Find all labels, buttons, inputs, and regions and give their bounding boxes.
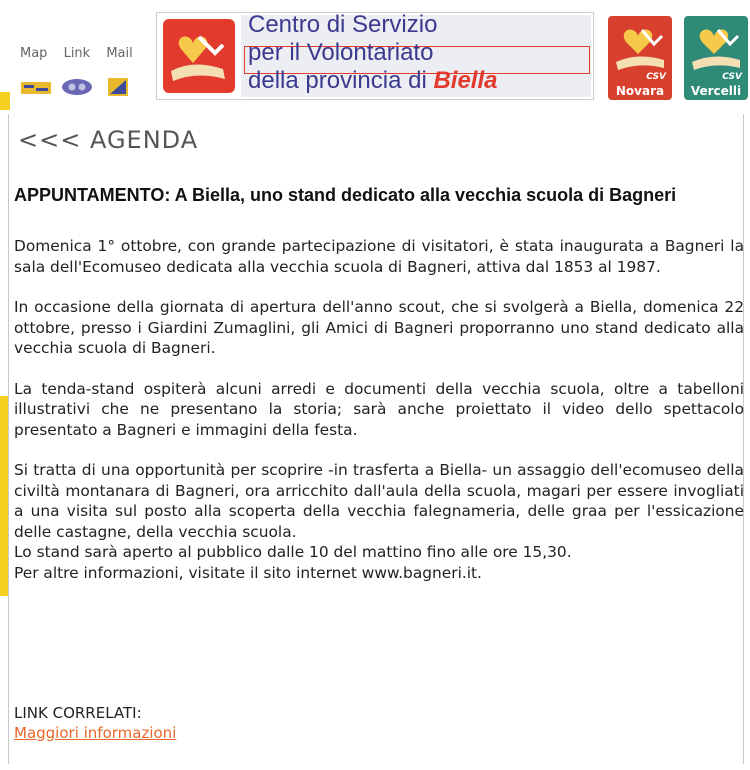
header-accent-bar <box>0 92 10 110</box>
nav-link-label[interactable]: Link <box>63 46 91 61</box>
article-paragraph: Domenica 1° ottobre, con grande partecipazione di visitatori, è stata inaugurata a Bagneri la sala dell'Ecomuseo dedicata alla vecchia scuola di Bagneri, attiva dal 1853 al 1987. <box>14 237 744 276</box>
nav-labels <box>20 46 145 61</box>
heart-hands-icon <box>684 16 748 76</box>
nav-map-label[interactable]: Map <box>20 46 48 61</box>
banner-line-3: della provincia di Biella <box>248 67 498 94</box>
csv-tag: CSV <box>722 72 742 82</box>
map-icon[interactable] <box>20 76 54 98</box>
csv-name-vercelli: Vercelli <box>690 84 742 98</box>
banner-city: Biella <box>433 67 498 94</box>
article-paragraph: In occasione della giornata di apertura dell'anno scout, che si svolgerà a Biella, domenica 22 ottobre, presso i Giardini Zumaglini, gli Amici di Bagneri proporranno uno stand dedicato alla vecchia scuola di Bagneri. <box>14 298 744 357</box>
article-title: APPUNTAMENTO: A Biella, uno stand dedicato alla vecchia scuola di Bagneri <box>14 185 677 205</box>
article-paragraph: Lo stand sarà aperto al pubblico dalle 10 del mattino fino alle ore 15,30. <box>14 543 572 561</box>
site-header <box>0 0 750 112</box>
csv-name-novara: Novara <box>615 84 665 98</box>
section-title[interactable]: <<< AGENDA <box>18 126 199 154</box>
article-paragraph: La tenda-stand ospiterà alcuni arredi e documenti della vecchia scuola, oltre a tabelloni illustrativi che ne presentano la storia; sarà anche proiettato il video dello spettacolo presentato a Bagneri e immagini della festa. <box>14 379 744 439</box>
csv-vercelli-logo[interactable] <box>684 16 748 100</box>
article-paragraph: Si tratta di una opportunità per scoprire -in trasferta a Biella- un assaggio dell'ecomuseo della civiltà montanara di Bagneri, ora arricchito dall'aula della scuola, magari per essere invogliati a una visita sul posto alla scoperta della vecchia falegnameria, delle graa per l'essicazione delle castagne, della vecchia scuola. <box>14 461 744 541</box>
banner-line-1: Centro di Servizio <box>248 11 438 38</box>
article-body <box>14 236 744 583</box>
left-accent-bar <box>0 396 8 596</box>
related-links-label: LINK CORRELATI: <box>14 704 142 722</box>
csv-novara-logo[interactable] <box>608 16 672 100</box>
link-icon[interactable] <box>60 76 94 98</box>
nav-mail-label[interactable]: Mail <box>106 46 133 61</box>
article-paragraph: Per altre informazioni, visitate il sito internet www.bagneri.it. <box>14 563 482 582</box>
mail-icon[interactable] <box>106 76 132 98</box>
more-info-link[interactable]: Maggiori informazioni <box>14 724 177 742</box>
csv-tag: CSV <box>646 72 666 82</box>
banner-line-2: per il Volontariato <box>248 39 434 66</box>
heart-hands-icon <box>163 19 235 93</box>
heart-hands-icon <box>608 16 672 76</box>
